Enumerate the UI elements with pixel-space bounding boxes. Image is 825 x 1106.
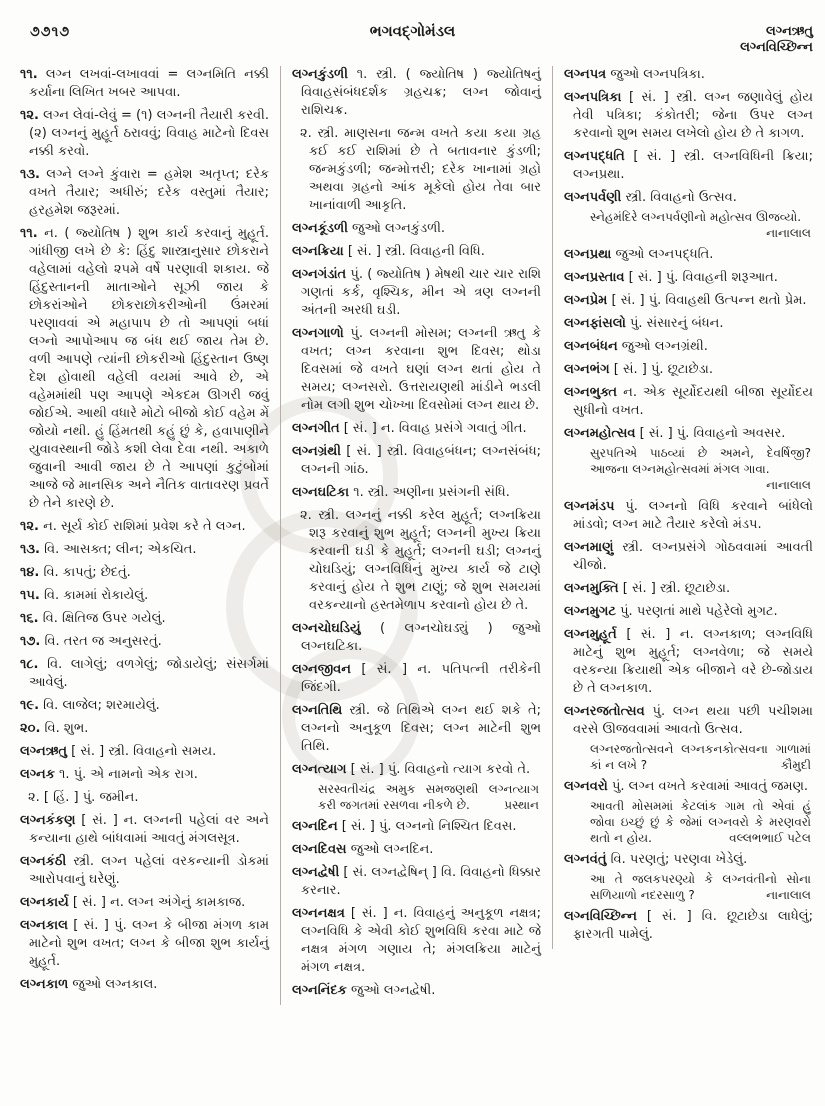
entry-headword: ૧૧. <box>20 67 38 82</box>
entry-headword: ૧૭. <box>20 634 41 649</box>
entry-text <box>20 894 269 912</box>
entry-definition: [ સં. ] પું. વિવાહની શરૂઆત. <box>624 270 778 285</box>
entry-text <box>292 841 541 859</box>
dictionary-entry <box>564 361 813 379</box>
entry-text <box>20 587 269 605</box>
dictionary-entry <box>564 384 813 420</box>
entry-headword: લગ્નરજતોત્સવ <box>564 704 645 719</box>
dictionary-entry <box>292 443 541 479</box>
entry-definition: પું. લગ્ન વખતે કરવામાં આવતું જમણ. <box>607 779 809 794</box>
dictionary-entry <box>564 189 813 241</box>
entry-definition: ૧. પું. એ નામનો એક રાગ. <box>54 767 198 782</box>
entry-definition: સ્ત્રી. લગ્ન પહેલાં વરકન્યાની ડોકમાં આરોપવાનું ઘરેણું. <box>29 854 269 887</box>
dictionary-entry <box>292 702 541 756</box>
citation-text: સુરપતિએ પાઠવ્યાં છે અમને, દેવર્ષિજી? આજના લગ્નમહોત્સવમાં મંગલ ગાવા. <box>590 446 811 476</box>
entry-definition: [ સં. ] સ્ત્રી. લગ્ન જણાવેલું હોય તેવી પત્રિકા; કંકોતરી; જેના ઉપર લગ્ન કરવાનો શુભ સમય લખેલો હોય છે તે કાગળ. <box>573 90 813 141</box>
entry-headword: લગ્નકુંડળી <box>292 67 348 82</box>
entry-text <box>292 66 541 120</box>
entry-definition: [ સં. ] પું. લગ્ન કે બીજા મંગળ કામ માટેનો શુભ વખત; લગ્ન કે બીજા શુભ કાર્યનું મુહૂર્ત. <box>29 918 269 969</box>
entry-definition: વિ. તરત જ અનુસરતું. <box>40 634 162 649</box>
entry-headword: લગ્નકાલ <box>20 918 68 933</box>
entry-headword: ૧૩. <box>20 542 40 557</box>
dictionary-entry <box>20 107 269 161</box>
entry-text <box>564 338 813 356</box>
entry-headword: ૧૪. <box>20 565 40 580</box>
citation-text: આ તે જલકપરણ્યો કે લગ્નવંતીનો સોના સળિયાળો નદરસાળુ ? <box>590 872 811 902</box>
entry-definition: [ સં. ] ન. વિવાહ પ્રસંગે ગવાતું ગીત. <box>339 421 527 436</box>
dictionary-entry <box>564 603 813 621</box>
entry-definition: પું. ( જ્યોતિષ ) મેષથી ચાર ચાર રાશિ ગણતાં કર્ક, વૃશ્ચિક, મીન એ ત્રણ લગ્નની અંતની અરધી ઘડી. <box>301 267 541 318</box>
dictionary-entry <box>564 66 813 84</box>
entry-text <box>564 851 813 869</box>
entry-text <box>292 220 541 238</box>
entry-headword: લગ્નમહોત્સવ <box>564 426 636 441</box>
entry-text <box>564 703 813 739</box>
entry-text <box>20 564 269 582</box>
entry-text <box>20 610 269 628</box>
entry-definition: વિ. લાગેલું; વળગેલું; જોડાયેલું; સંસર્ગમાં આવેલું. <box>29 657 269 690</box>
dictionary-entry <box>292 661 541 697</box>
entry-text <box>292 484 541 502</box>
entry-definition: ૧. સ્ત્રી. અણીના પ્રસંગની સંધિ. <box>349 485 510 500</box>
entry-definition: ન. એક સૂર્યોદયથી બીજા સૂર્યોદય સુધીનો વખત. <box>573 385 813 418</box>
entry-text <box>20 743 269 761</box>
entry-definition: પું. લગ્ન થયા પછી પચીશમા વરસે ઊજવવામાં આવતો ઉત્સવ. <box>573 704 813 737</box>
entry-headword: લગ્નચોઘડિયું <box>292 621 361 636</box>
entry-headword: ૧૫. <box>20 588 40 603</box>
entry-headword: લગ્નમંડપ <box>564 499 615 514</box>
citation-text: સ્નેહમંદિરે લગ્નપર્વણીનો મહોત્સવ ઊજવ્યો. <box>590 210 802 224</box>
entry-text <box>20 633 269 651</box>
dictionary-entry <box>20 720 269 738</box>
entry-text <box>564 315 813 333</box>
dictionary-entry <box>292 420 541 438</box>
entry-headword: લગ્નપ્રસ્તાવ <box>564 270 625 285</box>
entry-definition: લગ્ન લેવાં-લેવું = (૧) લગ્નની તૈયારી કરવી. (૨) લગ્નનું મુહૂર્ત ઠરાવવું; વિવાહ માટેનો દિવસ નક્કી કરવો. <box>29 108 269 159</box>
entry-definition: વિ. પરણતું; પરણવા ખેડેલું. <box>606 852 748 867</box>
dictionary-entry <box>20 564 269 582</box>
entry-text <box>20 697 269 715</box>
entry-text <box>20 107 269 161</box>
entry-definition: [ સં. ] ન. લગ્નની પહેલાં વર અને કન્યાના હાથે બાંધવામાં આવતું મંગલસૂત્ર. <box>29 813 269 846</box>
entry-definition: સ્ત્રી. વિવાહનો ઉત્સવ. <box>621 190 737 205</box>
dictionary-entry <box>20 812 269 848</box>
entry-headword: લગ્નવંતું <box>564 852 607 867</box>
dictionary-entry <box>20 853 269 889</box>
dictionary-entry <box>20 656 269 692</box>
entry-text <box>564 384 813 420</box>
entry-text <box>292 620 541 656</box>
entry-definition: [ સં. ] પું. છૂટાછેડા. <box>609 362 713 377</box>
entry-headword: લગ્નકાળ <box>20 977 69 992</box>
entry-definition: જુઓ લગ્નદિન. <box>346 842 434 857</box>
page-title: ભગવદ્ગોમંડલ <box>369 22 456 40</box>
entry-text <box>564 361 813 379</box>
entry-definition: ૨. સ્ત્રી. લગ્નનું નક્કી કરેલ મુહૂર્ત; લગ્નક્રિયા શરૂ કરવાનું શુભ મુહૂર્ત; લગ્નની મુખ્ય ક્રિયા કરવાની ઘડી કે મુહૂર્ત; લગ્નની ઘડી; લગ્નનું ચોઘડિયું; લગ્નવિધિનું મુખ્ય કાર્ય જે ટાણે કરવાનું હોય તે શુભ ટાણું; જે શુભ સમયમાં વરકન્યાનો હસ્તમેળાપ કરવાનો હોય છે તે. <box>300 508 541 613</box>
entry-headword: ૨૦. <box>20 721 41 736</box>
entry-headword: લગ્નવરો <box>564 779 608 794</box>
dictionary-entry <box>292 266 541 320</box>
entry-definition: લગ્ને લગ્ને કુંવારા = હમેશ અતૃપ્ત; દરેક વખતે તૈયાર; અધીરું; દરેક વસ્તુમાં તૈયાર; હરહમેશ જરૂરમાં. <box>29 167 269 218</box>
dictionary-entry <box>292 841 541 859</box>
entry-headword: લગ્નનક્ષત્ર <box>292 906 345 921</box>
dictionary-entry <box>564 539 813 575</box>
dictionary-entry <box>292 220 541 238</box>
entry-definition: ૨. સ્ત્રી. માણસના જન્મ વખતે કયા કયા ગ્રહ કઈ કઈ રાશિમાં છે તે બતાવનાર કુંડળી; જન્મકુંડળી; જન્મોત્તરી; દરેક ખાનામાં ગ્રહો અથવા ગ્રહનો આંક મૂકેલો હોય તેવા બાર ખાનાંવાળી આકૃતિ. <box>300 126 541 213</box>
entry-definition: લગ્ન લખવાં-લખાવવાં = લગ્નમિતિ નક્કી કર્યાના લિખિત ખબર આપવા. <box>29 67 269 100</box>
citation-source: નાનાલાલ <box>766 888 811 902</box>
entry-headword: ૧૯. <box>20 698 40 713</box>
entry-definition: ન. ( જ્યોતિષ ) શુભ કાર્ય કરવાનું મુહૂર્ત. ગાંધીજી લખે છે કે: હિંદુ શાસ્ત્રાનુસાર છોકરાને વહેલામાં વહેલો ૨૫મે વર્ષે પરણાવી શકાય. જે હિંદુસ્તાનની માતાઓને સૂઝી જાય કે છોકરાંઓને છોકરાછોકરીઓની ઉંમરમાં પરણાવવાં એ મહાપાપ છે તો આપણાં બધાં લગ્નો આપોઆપ જ બંધ થઈ જાય તેમ છે. વળી આપણે ત્યાંની છોકરીઓ હિંદુસ્તાન ઉષ્ણ દેશ હોવાથી વહેલી વયમાં આવે છે, એ વહેમમાંથી પણ આપણે એકદમ ઊગરી જવું જોઈએ. આથી વધારે મોટો બીજો કોઈ વહેમ મેં જોયો નથી. હું હિંમતથી કહું છું કે, હવાપાણીને યુવાવસ્થાની જોડે કશી લેવા દેવા નથી. અકાળે જુવાની આવી જાય છે તે આપણાં કુટુંબોમાં આજે જે માનસિક અને નૈતિક વાતાવરણ પ્રવર્તે છે તેને કારણે છે. <box>29 226 269 511</box>
entry-definition: પું. લગ્નનો વિધિ કરવાને બાંધેલો માંડવો; લગ્ન માટે તૈયાર કરેલો મંડપ. <box>573 499 813 532</box>
dictionary-entry <box>20 697 269 715</box>
entry-definition: સ્ત્રી. લગ્નપ્રસંગે ગોઠવવામાં આવતી ચીજો. <box>573 540 813 573</box>
entry-definition: ( લગ્નચોઘડ્યું ) જુઓ લગ્નઘટિકા. <box>301 621 541 654</box>
entry-text <box>20 720 269 738</box>
entry-headword: લગ્નપ્રેમ <box>564 293 608 308</box>
entry-definition: [ સં. ] પું. લગ્નનો નિશ્ચિત દિવસ. <box>337 819 517 834</box>
entry-headword: લગ્નકાર્ય <box>20 895 69 910</box>
entry-definition: [ સં. ] ન. પતિપત્ની તરીકેની જિંદગી. <box>301 662 541 695</box>
entry-headword: લગ્નનિંદક <box>292 983 347 998</box>
entry-headword: લગ્નત્યાગ <box>292 762 347 777</box>
citation-source: વલ્લભભાઈ પટેલ <box>729 831 811 845</box>
entry-text <box>564 189 813 207</box>
entry-headword: લગ્નદિન <box>292 819 338 834</box>
entry-headword: લગ્નભંગ <box>564 362 610 377</box>
entry-text <box>20 166 269 220</box>
dictionary-entry <box>292 905 541 977</box>
entry-definition: [ સં. લગ્નદ્વેષિન્ ] વિ. વિવાહનો ધિક્કાર કરનાર. <box>301 865 541 898</box>
dictionary-entry <box>564 498 813 534</box>
page-header <box>0 0 825 58</box>
entry-definition: ન. સૂર્ય કોઈ રાશિમાં પ્રવેશ કરે તે લગ્ન. <box>38 519 246 534</box>
dictionary-columns <box>0 58 825 1005</box>
dictionary-entry <box>292 484 541 502</box>
dictionary-entry <box>20 917 269 971</box>
dictionary-entry <box>20 894 269 912</box>
entry-definition: વિ. શુભ. <box>40 721 89 736</box>
entry-definition: જુઓ લગ્નપત્રિકા. <box>606 67 705 82</box>
column-2 <box>280 66 552 1005</box>
dictionary-entry <box>20 789 269 807</box>
dictionary-entry <box>292 66 541 120</box>
entry-definition: પું. સંસારનું બંધન. <box>625 316 724 331</box>
entry-headword: લગ્નઋતુ <box>20 744 67 759</box>
dictionary-entry <box>564 246 813 264</box>
entry-text <box>300 125 541 215</box>
dictionary-entry <box>564 292 813 310</box>
entry-text <box>564 148 813 184</box>
entry-text <box>292 325 541 415</box>
entry-text <box>564 539 813 575</box>
entry-headword: લગ્નદ્વેષી <box>292 865 340 880</box>
entry-definition: જુઓ લગ્નપદ્ધતિ. <box>611 247 714 262</box>
entry-headword: લગ્નગાળો <box>292 326 344 341</box>
citation-quote <box>564 741 813 773</box>
entry-definition: [ સં. ] પું. વિવાહનો ત્યાગ કરવો તે. <box>346 762 531 777</box>
entry-headword: ૧૨. <box>20 519 39 534</box>
entry-definition: [ સં. ] સ્ત્રી. વિવાહનો સમય. <box>66 744 217 759</box>
entry-headword: લગ્નજીવન <box>292 662 351 677</box>
entry-headword: લગ્નપ્રથા <box>564 247 612 262</box>
entry-headword: લગ્નગ્રંથી <box>292 444 341 459</box>
entry-definition: વિ. કાપતું; છેદતું. <box>39 565 131 580</box>
dictionary-entry <box>564 580 813 598</box>
entry-headword: લગ્નફાંસલો <box>564 316 626 331</box>
entry-headword: લગ્નગંડાંત <box>292 267 347 282</box>
dictionary-entry <box>292 864 541 900</box>
dictionary-entry <box>564 315 813 333</box>
entry-headword: લગ્નપર્વણી <box>564 190 622 205</box>
entry-headword: ૧૩. <box>20 167 40 182</box>
entry-text <box>292 864 541 900</box>
entry-headword: લગ્નમુહૂર્ત <box>564 627 617 642</box>
dictionary-entry <box>564 148 813 184</box>
entry-text <box>20 656 269 692</box>
entry-text <box>28 789 269 807</box>
entry-text <box>292 443 541 479</box>
dictionary-entry <box>564 778 813 846</box>
dictionary-entry <box>292 818 541 836</box>
entry-headword: લગ્નદિવસ <box>292 842 347 857</box>
entry-headword: લગ્નકંઠી <box>20 854 67 869</box>
entry-text <box>564 269 813 287</box>
entry-headword: ૧૧. <box>20 226 38 241</box>
entry-headword: લગ્નઘટિકા <box>292 485 350 500</box>
dictionary-entry <box>20 541 269 559</box>
dictionary-entry <box>292 982 541 1000</box>
entry-definition: વિ. આસક્ત; લીન; એકચિત. <box>39 542 197 557</box>
entry-headword: લગ્નક <box>20 767 55 782</box>
dictionary-entry <box>20 518 269 536</box>
entry-text <box>292 982 541 1000</box>
entry-text <box>292 818 541 836</box>
entry-text <box>20 541 269 559</box>
entry-text <box>564 778 813 796</box>
entry-headword: લગ્નમુગટ <box>564 604 616 619</box>
dictionary-entry <box>20 225 269 513</box>
entry-text <box>20 766 269 784</box>
entry-text <box>20 812 269 848</box>
entry-text <box>564 626 813 698</box>
entry-definition: પું. પરણતાં માથે પહેરેલો મુગટ. <box>615 604 778 619</box>
entry-definition: વિ. કામમાં રોકાયેલું. <box>39 588 149 603</box>
citation-quote <box>564 798 813 846</box>
page-number: ૭૭૧૭ <box>30 24 71 40</box>
entry-text <box>564 908 813 944</box>
citation-quote <box>292 781 541 813</box>
dictionary-entry <box>292 620 541 656</box>
entry-definition: [ સં. ] ન. લગ્નકાળ; લગ્નવિધિ માટેનું શુભ મુહૂર્ત; લગ્નવેળા; જે સમયે વરકન્યા ક્રિયાથી એક બીજાને વરે છે-જોડાય છે તે લગ્નકાળ. <box>573 627 813 696</box>
entry-definition: ૨. [ હિં. ] પું. જમીન. <box>28 790 139 805</box>
entry-headword: લગ્નકંકણ <box>20 813 76 828</box>
dictionary-entry <box>564 851 813 903</box>
entry-definition: [ સં. ] સ્ત્રી. વિવાહની વિધિ. <box>343 244 485 259</box>
entry-text <box>300 507 541 615</box>
entry-headword: લગ્નવિચ્છિન્ન <box>564 909 637 924</box>
citation-quote <box>564 445 813 493</box>
entry-text <box>564 425 813 443</box>
entry-headword: ૧૮. <box>20 657 39 672</box>
column-3 <box>552 66 815 949</box>
guide-word-last: લગ્નવિચ્છિન્ન <box>740 40 813 55</box>
entry-text <box>20 225 269 513</box>
dictionary-entry <box>20 766 269 784</box>
dictionary-entry <box>20 976 269 994</box>
entry-text <box>564 292 813 310</box>
entry-definition: પું. લગ્નની મોસમ; લગ્નની ઋતુ કે વખત; લગ્ન કરવાના શુભ દિવસ; થોડા દિવસમાં જે વખતે ઘણાં લગ્ન થતાં હોય તે સમય; લગ્નસરો. ઉત્તરાયણથી માંડીને ભડલી નોમ લગી શુભ ચોખ્ખા દિવસોમાં લગ્ન થાય છે. <box>301 326 541 413</box>
dictionary-entry <box>292 507 541 615</box>
dictionary-entry <box>292 243 541 261</box>
entry-text <box>20 518 269 536</box>
entry-headword: લગ્નક્રિયા <box>292 244 344 259</box>
entry-definition: [ સં. ] ન. વિવાહનું અનુકૂળ નક્ષત્ર; લગ્નવિધિ કે એવી કોઈ શુભવિધિ કરવા માટે જે નક્ષત્ર મંગળ ગણાય તે; મંગલક્રિયા માટેનું મંગળ નક્ષત્ર. <box>301 906 541 975</box>
citation-source: નાનાલાલ <box>766 478 811 492</box>
dictionary-entry <box>564 626 813 698</box>
dictionary-entry <box>20 610 269 628</box>
dictionary-entry <box>564 269 813 287</box>
entry-headword: લગ્નપત્ર <box>564 67 607 82</box>
entry-text <box>564 498 813 534</box>
entry-headword: લગ્નભુક્ત <box>564 385 617 400</box>
dictionary-entry <box>20 587 269 605</box>
entry-definition: [ સં. ] પું. વિવાહથી ઉત્પન્ન થતો પ્રેમ. <box>607 293 807 308</box>
entry-headword: લગ્નબંધન <box>564 339 618 354</box>
entry-definition: જુઓ લગ્નકાલ. <box>68 977 158 992</box>
citation-source: પ્રસ્થાન <box>504 798 539 812</box>
entry-definition: વિ. લાજેલ; શરમાયેલું. <box>39 698 160 713</box>
entry-definition: વિ. ક્ષિતિજ ઉપર ગયેલું. <box>38 611 166 626</box>
entry-definition: જુઓ લગ્નકુંડળી. <box>347 221 446 236</box>
entry-definition: સ્ત્રી. જે તિથિએ લગ્ન થઈ શકે તે; લગ્નનો અનુકૂળ દિવસ; લગ્ન માટેની શુભ તિથિ. <box>301 703 541 754</box>
entry-text <box>564 603 813 621</box>
dictionary-entry <box>564 425 813 493</box>
entry-definition: [ સં. ] ન. લગ્ન અંગેનું કામકાજ. <box>68 895 246 910</box>
citation-text: લગ્નરજતોત્સવને લગ્નકનકોત્સવના ગાળામાં કાં ન લખે ? <box>590 742 811 772</box>
entry-definition: [ સં. ] પું. વિવાહનો અવસર. <box>635 426 786 441</box>
entry-headword: ૧૨. <box>20 108 39 123</box>
citation-source: નાનાલાલ <box>766 226 811 240</box>
dictionary-entry <box>564 338 813 356</box>
entry-text <box>20 917 269 971</box>
entry-definition: [ સં. ] સ્ત્રી. લગ્નવિધિની ક્રિયા; લગ્નપ્રથા. <box>573 149 813 182</box>
dictionary-entry <box>20 743 269 761</box>
entry-headword: લગ્નમાણું <box>564 540 614 555</box>
citation-quote <box>564 209 813 241</box>
dictionary-entry <box>564 703 813 773</box>
entry-headword: લગ્નમુક્તિ <box>564 581 619 596</box>
entry-definition: ૧. સ્ત્રી. ( જ્યોતિષ ) જ્યોતિષનું વિવાહસંબંધદર્શક ગ્રહચક્ર; લગ્ન જોવાનું રાશિચક્ર. <box>301 67 541 118</box>
citation-text: સરસ્વતીચંદ્ર અમુક સમજણથી લગ્નત્યાગ કરી જગતમાં રસળવા નીકળે છે. <box>318 782 539 812</box>
entry-definition: જુઓ લગ્નગ્રંથી. <box>617 339 708 354</box>
entry-text <box>564 580 813 598</box>
entry-headword: લગ્નગીત <box>292 421 340 436</box>
entry-text <box>20 853 269 889</box>
dictionary-entry <box>564 908 813 944</box>
entry-text <box>564 66 813 84</box>
entry-definition: [ સં. ] સ્ત્રી. વિવાહબંધન; લગ્નસંબંધ; લગ્નની ગાંઠ. <box>301 444 541 477</box>
entry-headword: ૧૬. <box>20 611 39 626</box>
entry-definition: [ સં. ] સ્ત્રી. છૂટાછેડા. <box>618 581 731 596</box>
dictionary-entry <box>292 125 541 215</box>
dictionary-entry <box>292 761 541 813</box>
dictionary-entry <box>20 633 269 651</box>
entry-text <box>564 246 813 264</box>
entry-headword: લગ્નપત્રિકા <box>564 90 622 105</box>
guide-word-first: લગ્નઋતુ <box>766 24 813 39</box>
citation-quote <box>564 871 813 903</box>
entry-headword: લગ્નતિથિ <box>292 703 343 718</box>
entry-text <box>292 266 541 320</box>
entry-text <box>292 243 541 261</box>
entry-text <box>20 66 269 102</box>
dictionary-entry <box>20 166 269 220</box>
entry-headword: લગ્નકૂંડળી <box>292 221 348 236</box>
entry-headword: લગ્નપદ્ધતિ <box>564 149 625 164</box>
dictionary-entry <box>20 66 269 102</box>
entry-text <box>292 661 541 697</box>
entry-text <box>292 420 541 438</box>
dictionary-entry <box>564 89 813 143</box>
entry-text <box>292 905 541 977</box>
entry-text <box>20 976 269 994</box>
dictionary-entry <box>292 325 541 415</box>
citation-text: આવતી મોસમમાં કેટલાંક ગામ તો એવાં હું જોવા ઇચ્છું છું કે જેમાં લગ્નવરો કે મરણવરો થતો ન હોય. <box>590 799 811 845</box>
entry-definition: [ સં. ] વિ. છૂટાછેડા લાધેલું; ફારગતી પામેલું. <box>573 909 813 942</box>
citation-source: કૌમુદી <box>780 758 811 772</box>
entry-text <box>292 702 541 756</box>
entry-text <box>292 761 541 779</box>
entry-definition: જુઓ લગ્નદ્વેષી. <box>346 983 436 998</box>
guide-words <box>740 24 813 56</box>
entry-text <box>564 89 813 143</box>
column-1 <box>20 66 280 999</box>
